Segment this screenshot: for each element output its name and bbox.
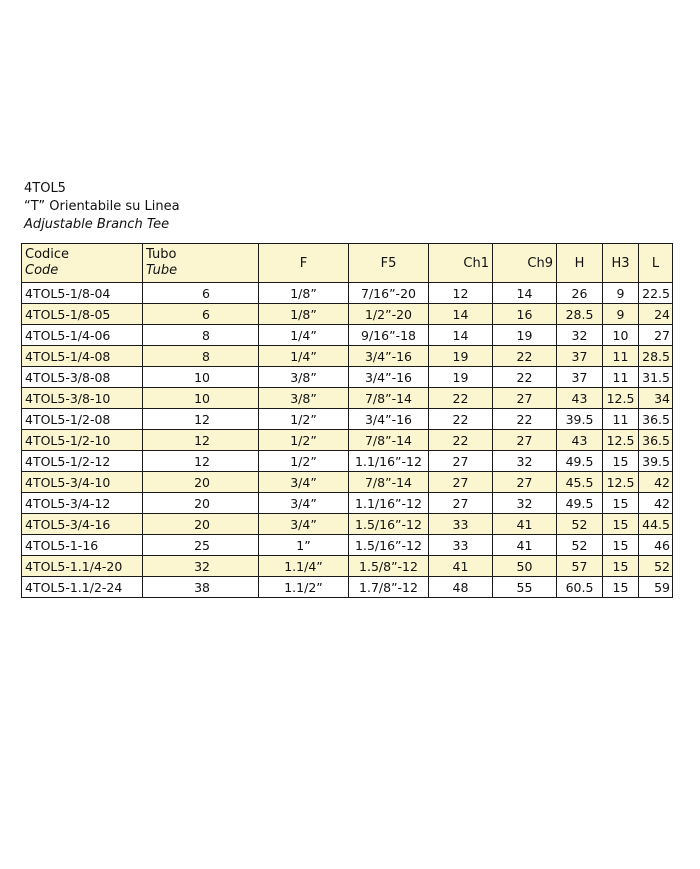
h-cell: 49.5: [557, 451, 603, 472]
f-cell: 1.1/2”: [259, 577, 349, 598]
code-cell: 4TOL5-1.1/2-24: [22, 577, 143, 598]
ch9-cell: 32: [493, 493, 557, 514]
ch9-cell: 32: [493, 451, 557, 472]
f-cell: 3/8”: [259, 388, 349, 409]
h3-cell: 15: [603, 514, 639, 535]
tube-cell: 20: [143, 472, 259, 493]
h3-cell: 10: [603, 325, 639, 346]
h-cell: 45.5: [557, 472, 603, 493]
table-row: [22, 367, 673, 388]
ch1-cell: 22: [429, 430, 493, 451]
ch9-cell: 27: [493, 472, 557, 493]
ch9-cell: 55: [493, 577, 557, 598]
ch1-cell: 48: [429, 577, 493, 598]
f5-cell: 1.1/16”-12: [349, 493, 429, 514]
ch9-cell: 27: [493, 388, 557, 409]
f5-cell: 1.5/16”-12: [349, 514, 429, 535]
f-cell: 3/4”: [259, 514, 349, 535]
l-cell: 46: [639, 535, 673, 556]
header-l: L: [639, 244, 673, 283]
h-cell: 43: [557, 430, 603, 451]
tube-cell: 12: [143, 451, 259, 472]
code-cell: 4TOL5-1/4-08: [22, 346, 143, 367]
f-cell: 3/8”: [259, 367, 349, 388]
f-cell: 1”: [259, 535, 349, 556]
ch1-cell: 27: [429, 451, 493, 472]
header-tube-label: Tube: [146, 263, 178, 278]
f-cell: 1/2”: [259, 430, 349, 451]
ch9-cell: 14: [493, 283, 557, 304]
h3-cell: 9: [603, 283, 639, 304]
f5-cell: 9/16”-18: [349, 325, 429, 346]
h3-cell: 15: [603, 577, 639, 598]
ch1-cell: 14: [429, 304, 493, 325]
spec-table: [21, 243, 673, 598]
code-cell: 4TOL5-3/4-12: [22, 493, 143, 514]
tube-cell: 6: [143, 304, 259, 325]
l-cell: 36.5: [639, 430, 673, 451]
ch1-cell: 33: [429, 514, 493, 535]
ch1-cell: 22: [429, 409, 493, 430]
f5-cell: 7/8”-14: [349, 388, 429, 409]
h3-cell: 15: [603, 451, 639, 472]
table-header-row: [22, 244, 673, 283]
product-code: 4TOL5: [24, 181, 66, 196]
table-row: [22, 325, 673, 346]
ch9-cell: 41: [493, 514, 557, 535]
tube-cell: 12: [143, 430, 259, 451]
h3-cell: 15: [603, 556, 639, 577]
ch9-cell: 22: [493, 367, 557, 388]
header-tubo: [143, 244, 259, 283]
code-cell: 4TOL5-1/2-08: [22, 409, 143, 430]
header-code-label: Code: [25, 263, 59, 278]
l-cell: 52: [639, 556, 673, 577]
header-ch1: Ch1: [429, 244, 493, 283]
ch1-cell: 27: [429, 472, 493, 493]
ch1-cell: 41: [429, 556, 493, 577]
code-cell: 4TOL5-3/8-08: [22, 367, 143, 388]
table-row: [22, 472, 673, 493]
h3-cell: 9: [603, 304, 639, 325]
table-row: [22, 304, 673, 325]
table-row: [22, 430, 673, 451]
ch9-cell: 22: [493, 346, 557, 367]
h3-cell: 15: [603, 535, 639, 556]
ch9-cell: 19: [493, 325, 557, 346]
f-cell: 1/2”: [259, 409, 349, 430]
tube-cell: 10: [143, 367, 259, 388]
tube-cell: 20: [143, 493, 259, 514]
ch9-cell: 50: [493, 556, 557, 577]
f5-cell: 7/8”-14: [349, 430, 429, 451]
ch9-cell: 22: [493, 409, 557, 430]
code-cell: 4TOL5-3/8-10: [22, 388, 143, 409]
ch1-cell: 33: [429, 535, 493, 556]
header-codice-label: Codice: [25, 247, 70, 262]
code-cell: 4TOL5-1/4-06: [22, 325, 143, 346]
h-cell: 28.5: [557, 304, 603, 325]
f5-cell: 1/2”-20: [349, 304, 429, 325]
table-row: [22, 451, 673, 472]
tube-cell: 32: [143, 556, 259, 577]
h-cell: 32: [557, 325, 603, 346]
h-cell: 52: [557, 514, 603, 535]
h3-cell: 11: [603, 409, 639, 430]
ch9-cell: 41: [493, 535, 557, 556]
ch1-cell: 19: [429, 346, 493, 367]
l-cell: 42: [639, 472, 673, 493]
table-row: [22, 556, 673, 577]
f5-cell: 1.7/8”-12: [349, 577, 429, 598]
code-cell: 4TOL5-3/4-16: [22, 514, 143, 535]
f5-cell: 3/4”-16: [349, 367, 429, 388]
ch9-cell: 27: [493, 430, 557, 451]
h3-cell: 11: [603, 346, 639, 367]
f-cell: 3/4”: [259, 472, 349, 493]
f-cell: 1/4”: [259, 346, 349, 367]
ch1-cell: 22: [429, 388, 493, 409]
code-cell: 4TOL5-1-16: [22, 535, 143, 556]
f5-cell: 1.5/8”-12: [349, 556, 429, 577]
table-row: [22, 388, 673, 409]
l-cell: 39.5: [639, 451, 673, 472]
l-cell: 34: [639, 388, 673, 409]
f-cell: 1/2”: [259, 451, 349, 472]
product-title-italian: “T” Orientabile su Linea: [24, 199, 180, 214]
h-cell: 60.5: [557, 577, 603, 598]
code-cell: 4TOL5-1/2-12: [22, 451, 143, 472]
document-heading: [24, 180, 180, 234]
header-h3: H3: [603, 244, 639, 283]
header-codice: [22, 244, 143, 283]
h3-cell: 15: [603, 493, 639, 514]
table-row: [22, 514, 673, 535]
tube-cell: 8: [143, 346, 259, 367]
h-cell: 37: [557, 346, 603, 367]
l-cell: 27: [639, 325, 673, 346]
f5-cell: 7/8”-14: [349, 472, 429, 493]
h3-cell: 11: [603, 367, 639, 388]
table-row: [22, 346, 673, 367]
h-cell: 39.5: [557, 409, 603, 430]
f5-cell: 7/16”-20: [349, 283, 429, 304]
h3-cell: 12.5: [603, 472, 639, 493]
l-cell: 59: [639, 577, 673, 598]
l-cell: 42: [639, 493, 673, 514]
tube-cell: 25: [143, 535, 259, 556]
h-cell: 43: [557, 388, 603, 409]
h-cell: 26: [557, 283, 603, 304]
f5-cell: 1.5/16”-12: [349, 535, 429, 556]
table-row: [22, 283, 673, 304]
header-f5: F5: [349, 244, 429, 283]
table-body: [22, 283, 673, 598]
f5-cell: 3/4”-16: [349, 409, 429, 430]
h-cell: 52: [557, 535, 603, 556]
ch9-cell: 16: [493, 304, 557, 325]
table-row: [22, 577, 673, 598]
header-ch9: Ch9: [493, 244, 557, 283]
tube-cell: 38: [143, 577, 259, 598]
l-cell: 24: [639, 304, 673, 325]
f-cell: 1/4”: [259, 325, 349, 346]
l-cell: 36.5: [639, 409, 673, 430]
tube-cell: 6: [143, 283, 259, 304]
tube-cell: 12: [143, 409, 259, 430]
h-cell: 37: [557, 367, 603, 388]
code-cell: 4TOL5-1/2-10: [22, 430, 143, 451]
f5-cell: 1.1/16”-12: [349, 451, 429, 472]
f-cell: 1/8”: [259, 304, 349, 325]
table-row: [22, 493, 673, 514]
f-cell: 3/4”: [259, 493, 349, 514]
tube-cell: 8: [143, 325, 259, 346]
header-h: H: [557, 244, 603, 283]
f-cell: 1/8”: [259, 283, 349, 304]
ch1-cell: 12: [429, 283, 493, 304]
header-f: F: [259, 244, 349, 283]
h-cell: 57: [557, 556, 603, 577]
code-cell: 4TOL5-3/4-10: [22, 472, 143, 493]
tube-cell: 10: [143, 388, 259, 409]
f-cell: 1.1/4”: [259, 556, 349, 577]
h3-cell: 12.5: [603, 388, 639, 409]
h-cell: 49.5: [557, 493, 603, 514]
code-cell: 4TOL5-1/8-05: [22, 304, 143, 325]
table-row: [22, 535, 673, 556]
ch1-cell: 14: [429, 325, 493, 346]
ch1-cell: 19: [429, 367, 493, 388]
code-cell: 4TOL5-1.1/4-20: [22, 556, 143, 577]
code-cell: 4TOL5-1/8-04: [22, 283, 143, 304]
product-title-english: Adjustable Branch Tee: [24, 217, 170, 232]
ch1-cell: 27: [429, 493, 493, 514]
f5-cell: 3/4”-16: [349, 346, 429, 367]
tube-cell: 20: [143, 514, 259, 535]
l-cell: 31.5: [639, 367, 673, 388]
h3-cell: 12.5: [603, 430, 639, 451]
table-row: [22, 409, 673, 430]
header-tubo-label: Tubo: [146, 247, 177, 262]
l-cell: 44.5: [639, 514, 673, 535]
l-cell: 22.5: [639, 283, 673, 304]
l-cell: 28.5: [639, 346, 673, 367]
